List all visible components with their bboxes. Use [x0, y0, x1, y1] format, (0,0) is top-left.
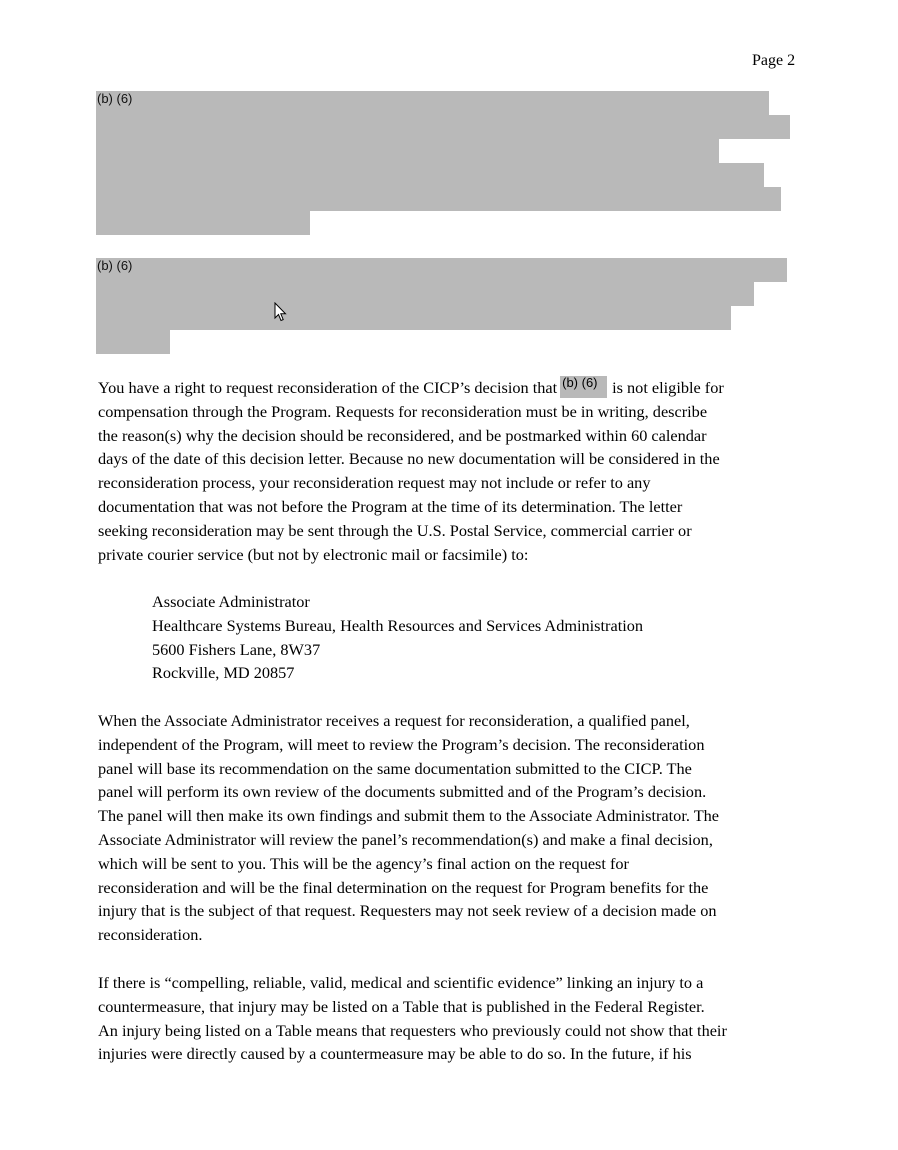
address-line: Associate Administrator	[152, 592, 310, 611]
text-line: documentation that was not before the Program at the time of its determination. The letter	[98, 496, 683, 516]
redaction-bar	[96, 330, 170, 354]
text-line-start: You have a right to request reconsideration of the CICP’s decision that	[98, 378, 558, 397]
table-injury-paragraph	[98, 971, 798, 1066]
redaction-bar	[96, 139, 719, 163]
mouse-pointer-icon	[274, 302, 288, 322]
text-line: panel will perform its own review of the documents submitted and of the Program’s decision.	[98, 782, 707, 802]
inline-redaction	[560, 376, 607, 398]
text-line: An injury being listed on a Table means that requesters who previously could not show that their	[98, 1020, 727, 1040]
text-line: private courier service (but not by electronic mail or facsimile) to:	[98, 544, 529, 564]
page-number: Page 2	[752, 52, 796, 69]
redaction-label: (b) (6)	[97, 91, 133, 106]
text-line: Associate Administrator will review the panel’s recommendation(s) and make a final decision,	[98, 829, 713, 849]
text-line: compensation through the Program. Requests for reconsideration must be in writing, describe	[98, 401, 708, 421]
text-line: When the Associate Administrator receives a request for reconsideration, a qualified panel,	[98, 711, 690, 730]
redaction-bar	[96, 306, 731, 330]
text-line: panel will base its recommendation on the same documentation submitted to the CICP. The	[98, 758, 692, 778]
redaction-bar	[96, 91, 769, 115]
address-line: Healthcare Systems Bureau, Health Resources and Services Administration	[152, 615, 644, 635]
redaction-label: (b) (6)	[562, 375, 598, 390]
text-line-end: is not eligible for	[612, 378, 724, 397]
address-line: 5600 Fishers Lane, 8W37	[152, 639, 321, 659]
redaction-bar	[96, 115, 790, 139]
text-line: reconsideration.	[98, 925, 203, 945]
text-line: which will be sent to you. This will be the agency’s final action on the request for	[98, 853, 629, 873]
text-line: injury that is the subject of that request. Requesters may not seek review of a decision made on	[98, 901, 717, 921]
text-line	[98, 376, 798, 400]
redaction-bar	[96, 282, 754, 306]
text-line: reconsideration and will be the final determination on the request for Program benefits for the	[98, 877, 709, 897]
text-line: days of the date of this decision letter. Because no new documentation will be considered in the	[98, 449, 720, 469]
text-line: injuries were directly caused by a countermeasure may be able to do so. In the future, if his	[98, 1044, 692, 1064]
redaction-label: (b) (6)	[97, 258, 133, 273]
redaction-bar	[96, 163, 764, 187]
text-line: countermeasure, that injury may be listed on a Table that is published in the Federal Register.	[98, 996, 705, 1016]
panel-review-paragraph	[98, 709, 798, 947]
redaction-bar	[96, 187, 781, 211]
text-line: If there is “compelling, reliable, valid, medical and scientific evidence” linking an injury to a	[98, 973, 704, 992]
text-line: the reason(s) why the decision should be reconsidered, and be postmarked within 60 calendar	[98, 425, 707, 445]
text-line: The panel will then make its own findings and submit them to the Associate Administrator. The	[98, 806, 720, 826]
mailing-address	[152, 590, 643, 685]
redaction-bar	[96, 211, 310, 235]
text-line: reconsideration process, your reconsideration request may not include or refer to any	[98, 473, 651, 493]
reconsideration-paragraph	[98, 376, 798, 566]
text-line: independent of the Program, will meet to review the Program’s decision. The reconsideration	[98, 734, 705, 754]
text-line: seeking reconsideration may be sent through the U.S. Postal Service, commercial carrier or	[98, 520, 692, 540]
redaction-bar	[96, 258, 787, 282]
address-line: Rockville, MD 20857	[152, 663, 295, 683]
